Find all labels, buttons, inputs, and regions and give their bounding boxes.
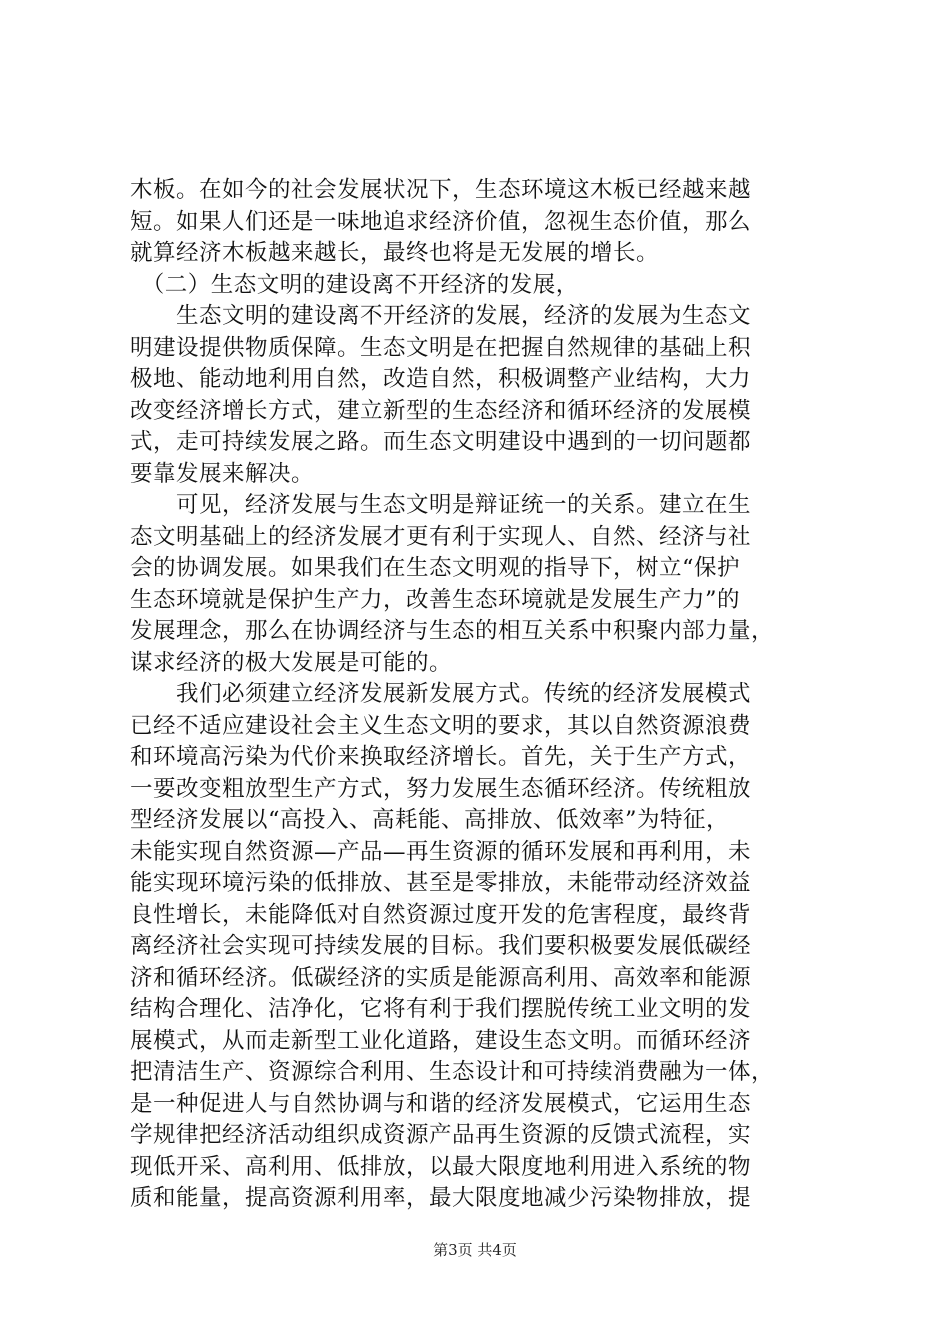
text-line: 型经济发展以“高投入、高耗能、高排放、低效率”为特征， bbox=[130, 807, 730, 833]
text-line: 良性增长，未能降低对自然资源过度开发的危害程度，最终背 bbox=[130, 901, 752, 928]
text-line: 是一种促进人与自然协调与和谐的经济发展模式，它运用生态 bbox=[130, 1090, 752, 1117]
text-line: 质和能量，提高资源利用率，最大限度地减少污染物排放，提 bbox=[130, 1185, 752, 1211]
text-line: 学规律把经济活动组织成资源产品再生资源的反馈式流程，实 bbox=[130, 1122, 752, 1148]
text-line: 谋求经济的极大发展是可能的。 bbox=[130, 649, 453, 676]
text-line: 木板。在如今的社会发展状况下，生态环境这木板已经越来越 bbox=[130, 177, 752, 203]
text-line: 生态文明的建设离不开经济的发展，经济的发展为生态文 bbox=[130, 303, 752, 329]
text-line: 和环境高污染为代价来换取经济增长。首先，关于生产方式， bbox=[130, 744, 752, 770]
text-line: 式，走可持续发展之路。而生态文明建设中遇到的一切问题都 bbox=[130, 429, 752, 455]
text-line: 就算经济木板越来越长，最终也将是无发展的增长。 bbox=[130, 240, 660, 266]
text-line: 已经不适应建设社会主义生态文明的要求，其以自然资源浪费 bbox=[130, 712, 752, 739]
text-line: 极地、能动地利用自然，改造自然，积极调整产业结构，大力 bbox=[130, 366, 752, 392]
text-line: 可见，经济发展与生态文明是辩证统一的关系。建立在生 bbox=[130, 492, 752, 518]
body-text bbox=[130, 175, 830, 1215]
text-line: 现低开采、高利用、低排放，以最大限度地利用进入系统的物 bbox=[130, 1153, 752, 1180]
text-line: 会的协调发展。如果我们在生态文明观的指导下，树立“保护 bbox=[130, 555, 741, 581]
text-line: 要靠发展来解决。 bbox=[130, 460, 315, 487]
text-line: （二）生态文明的建设离不开经济的发展， bbox=[130, 271, 579, 298]
text-line: 结构合理化、洁净化，它将有利于我们摆脱传统工业文明的发 bbox=[130, 996, 752, 1022]
text-line: 把清洁生产、资源综合利用、生态设计和可持续消费融为一体， bbox=[130, 1059, 775, 1085]
text-line: 发展理念，那么在协调经济与生态的相互关系中积聚内部力量， bbox=[130, 618, 775, 644]
text-line: 明建设提供物质保障。生态文明是在把握自然规律的基础上积 bbox=[130, 334, 752, 361]
text-line: 未能实现自然资源—产品—再生资源的循环发展和再利用，未 bbox=[130, 838, 752, 865]
text-line: 展模式，从而走新型工业化道路，建设生态文明。而循环经济 bbox=[130, 1027, 752, 1054]
text-line: 态文明基础上的经济发展才更有利于实现人、自然、经济与社 bbox=[130, 523, 752, 550]
text-line: 短。如果人们还是一味地追求经济价值，忽视生态价值，那么 bbox=[130, 208, 752, 235]
text-line: 离经济社会实现可持续发展的目标。我们要积极要发展低碳经 bbox=[130, 933, 752, 959]
page-footer: 第3页 共4页 bbox=[433, 1241, 517, 1259]
text-line: 改变经济增长方式，建立新型的生态经济和循环经济的发展模 bbox=[130, 397, 752, 424]
text-line: 济和循环经济。低碳经济的实质是能源高利用、高效率和能源 bbox=[130, 964, 752, 991]
text-line: 我们必须建立经济发展新发展方式。传统的经济发展模式 bbox=[130, 681, 752, 707]
text-line: 生态环境就是保护生产力，改善生态环境就是发展生产力”的 bbox=[130, 586, 741, 613]
text-line: 一要改变粗放型生产方式，努力发展生态循环经济。传统粗放 bbox=[130, 775, 752, 802]
text-line: 能实现环境污染的低排放、甚至是零排放，未能带动经济效益 bbox=[130, 870, 752, 896]
